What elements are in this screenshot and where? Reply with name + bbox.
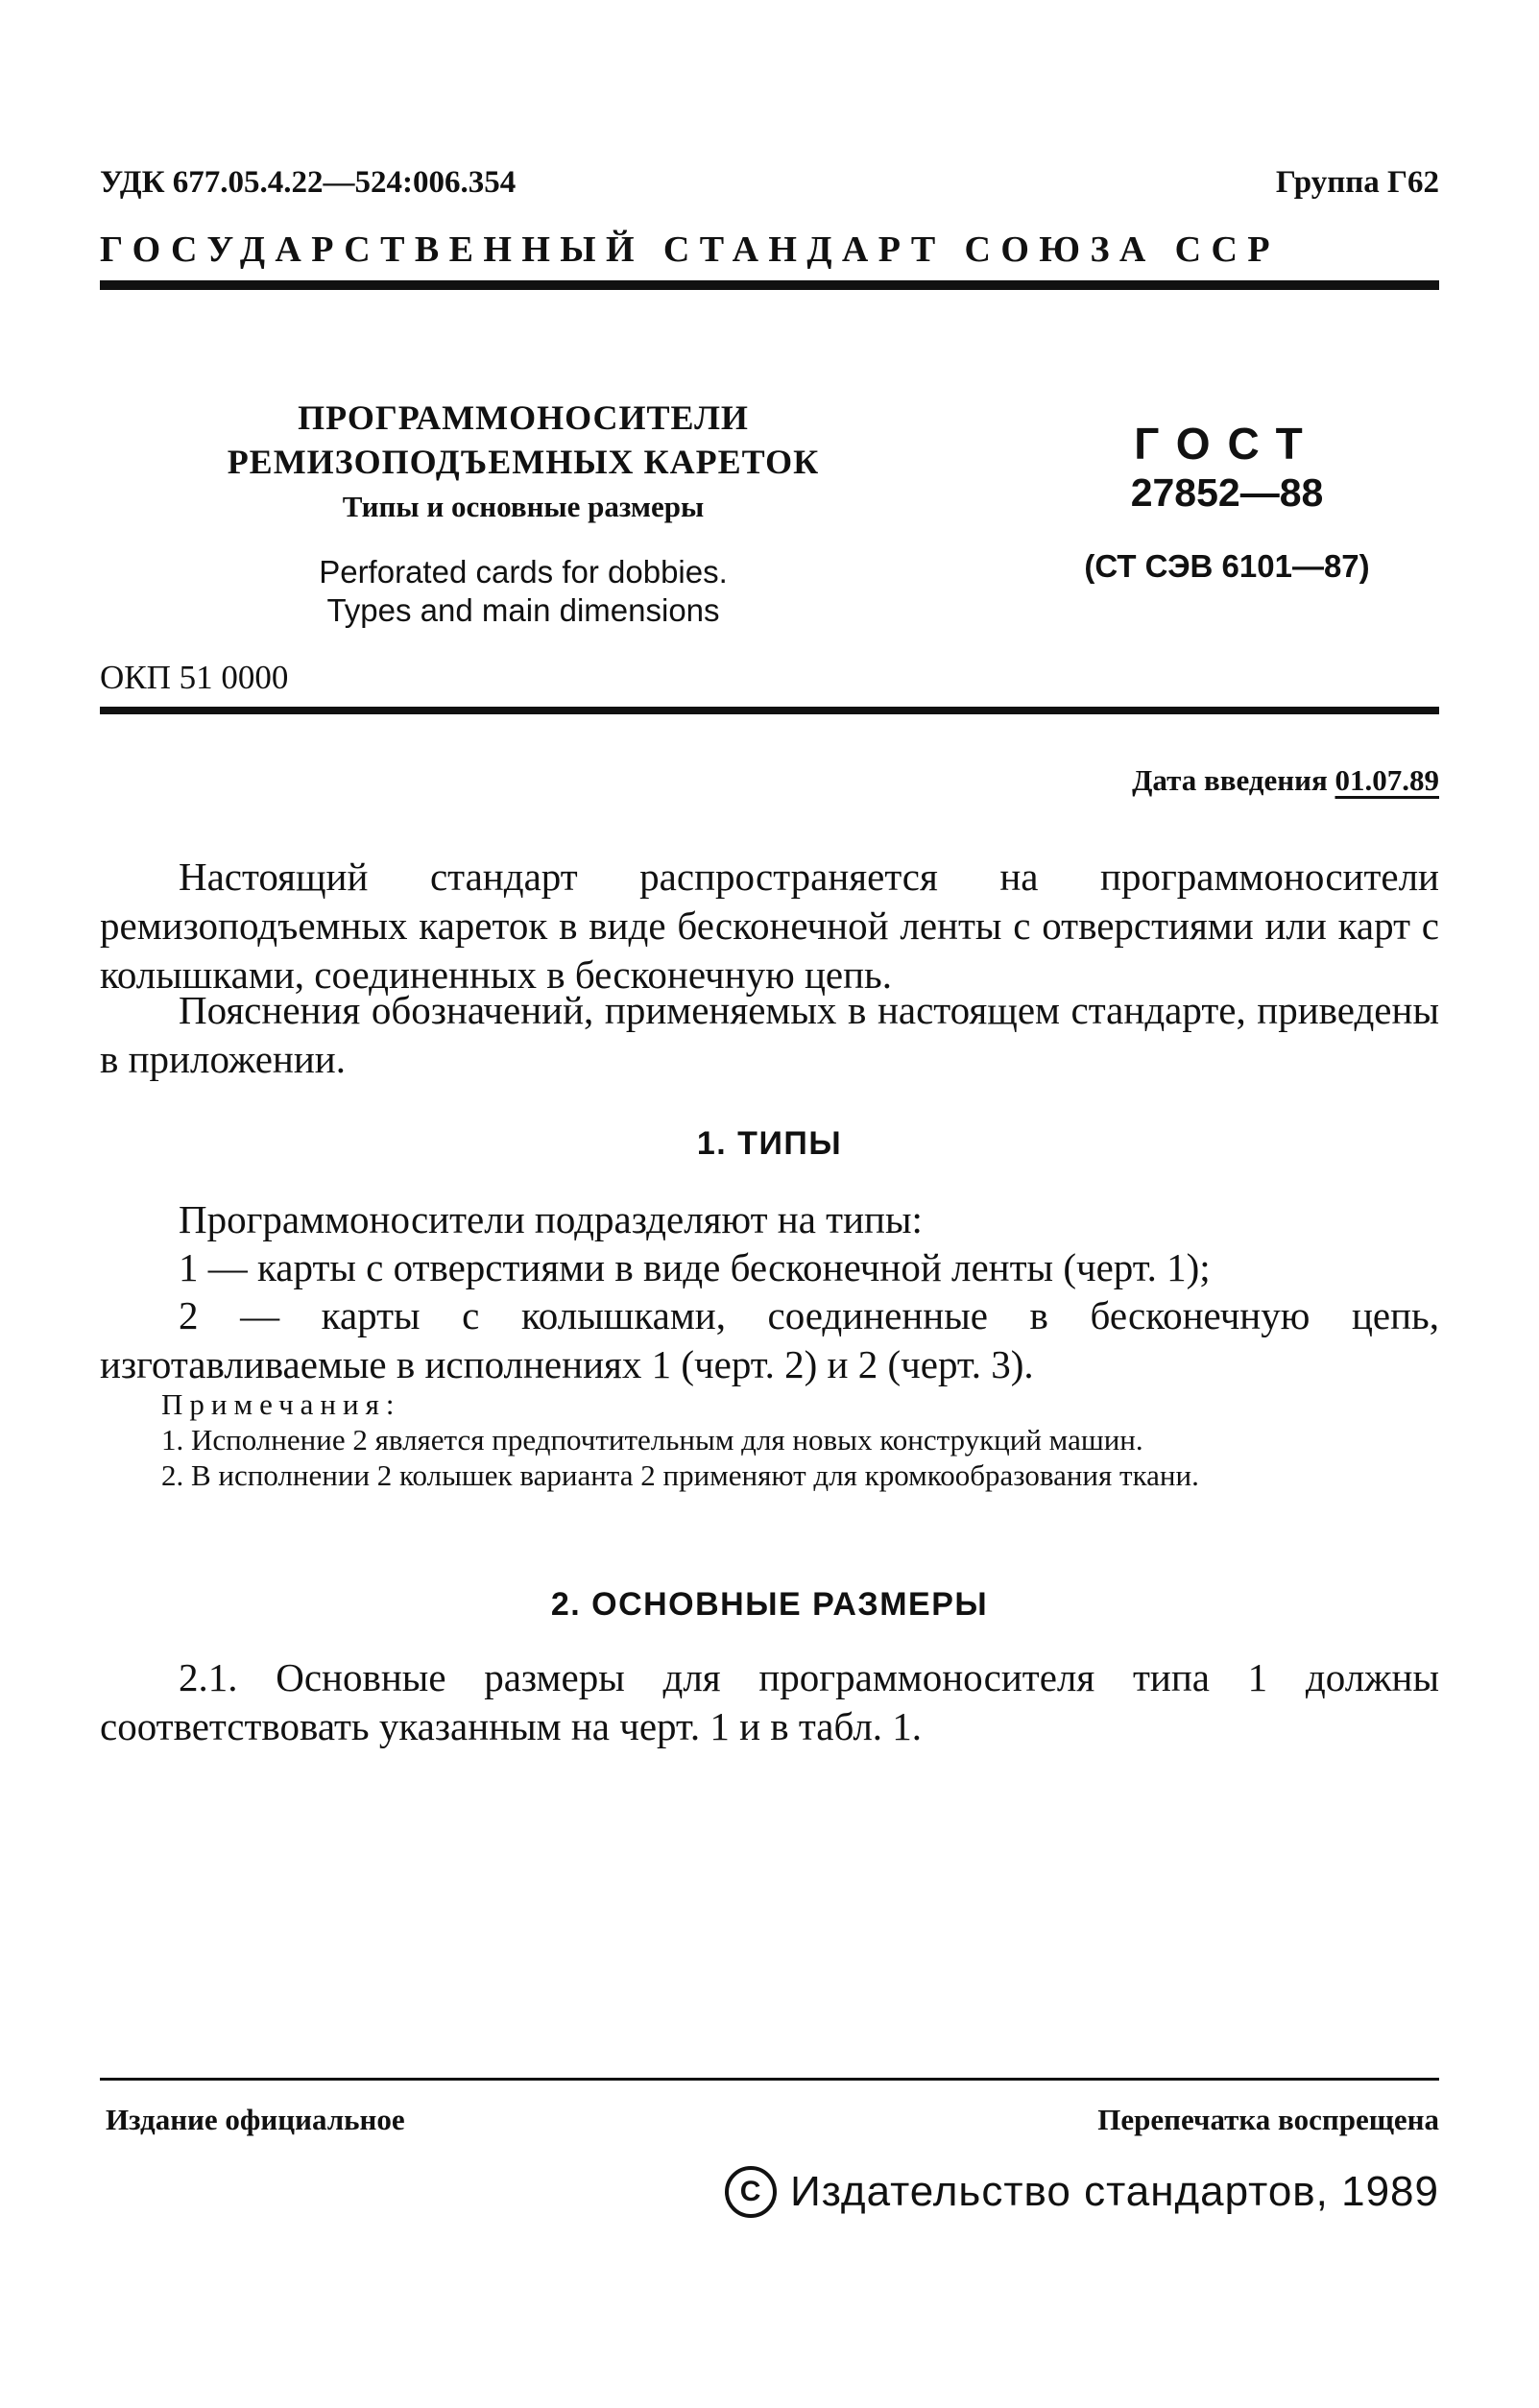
notes: [100, 1386, 1439, 1493]
gost-designation: [1035, 419, 1419, 586]
okp-rule: [100, 707, 1439, 714]
footer-rule: [100, 2078, 1439, 2081]
state-standard-heading: ГОСУДАРСТВЕННЫЙ СТАНДАРТ СОЮЗА ССР: [100, 229, 1280, 270]
title-line-2: РЕМИЗОПОДЪЕМНЫХ КАРЕТОК: [227, 443, 820, 481]
gost-number: 27852—88: [1130, 470, 1324, 515]
title-line-1: ПРОГРАММОНОСИТЕЛИ: [298, 398, 749, 437]
notes-title: Примечания:: [161, 1387, 401, 1421]
group-code: Группа Г62: [1275, 165, 1439, 200]
date-value: 01.07.89: [1335, 763, 1439, 797]
st-sev-number: (СТ СЭВ 6101—87): [1084, 548, 1370, 584]
gost-word: ГОСТ: [1134, 419, 1320, 469]
copyright-icon: C: [725, 2166, 777, 2218]
title-subtitle-ru: Типы и основные размеры: [342, 490, 705, 523]
okp-code: ОКП 51 0000: [100, 659, 289, 696]
publisher-name: Издательство стандартов, 1989: [790, 2168, 1439, 2215]
section-2-paragraph-1: 2.1. Основные размеры для программоносителя типа 1 должны соответствовать указанным на черт. 1 и в табл. 1.: [100, 1655, 1439, 1748]
reprint-note: Перепечатка воспрещена: [1097, 2103, 1439, 2136]
title-block: [211, 396, 835, 630]
header-rule: [100, 280, 1439, 290]
note-2: 2. В исполнении 2 колышек варианта 2 применяют для кромкообразования ткани.: [161, 1458, 1199, 1492]
introduction-date: [1132, 763, 1439, 798]
type-item-2: 2 — карты с колышками, соединенные в бесконечную цепь, изготавливаемые в исполнениях 1 (черт. 2) и 2 (черт. 3).: [100, 1293, 1439, 1386]
type-item-1: 1 — карты с отверстиями в виде бесконечной ленты (черт. 1);: [179, 1245, 1211, 1289]
note-1: 1. Исполнение 2 является предпочтительным для новых конструкций машин.: [161, 1423, 1143, 1457]
title-en-line-1: Perforated cards for dobbies.: [319, 554, 728, 590]
title-en-line-2: Types and main dimensions: [326, 592, 720, 628]
intro-paragraph-2: Пояснения обозначений, применяемых в настоящем стандарте, приведены в приложении.: [100, 988, 1439, 1081]
date-label: Дата введения: [1132, 763, 1328, 797]
types-lead: Программоносители подразделяют на типы:: [179, 1197, 923, 1241]
udk-code: УДК 677.05.4.22—524:006.354: [100, 165, 517, 200]
section-1-heading: 1. ТИПЫ: [696, 1125, 843, 1162]
section-2-heading: 2. ОСНОВНЫЕ РАЗМЕРЫ: [550, 1586, 989, 1623]
publisher-line: [725, 2166, 1439, 2218]
intro-paragraph-1: Настоящий стандарт распространяется на программоносители ремизоподъемных кареток в виде бесконечной ленты с отверстиями или карт с колышками, соединенных в бесконечную цепь.: [100, 855, 1439, 997]
edition-note: Издание официальное: [106, 2103, 405, 2136]
